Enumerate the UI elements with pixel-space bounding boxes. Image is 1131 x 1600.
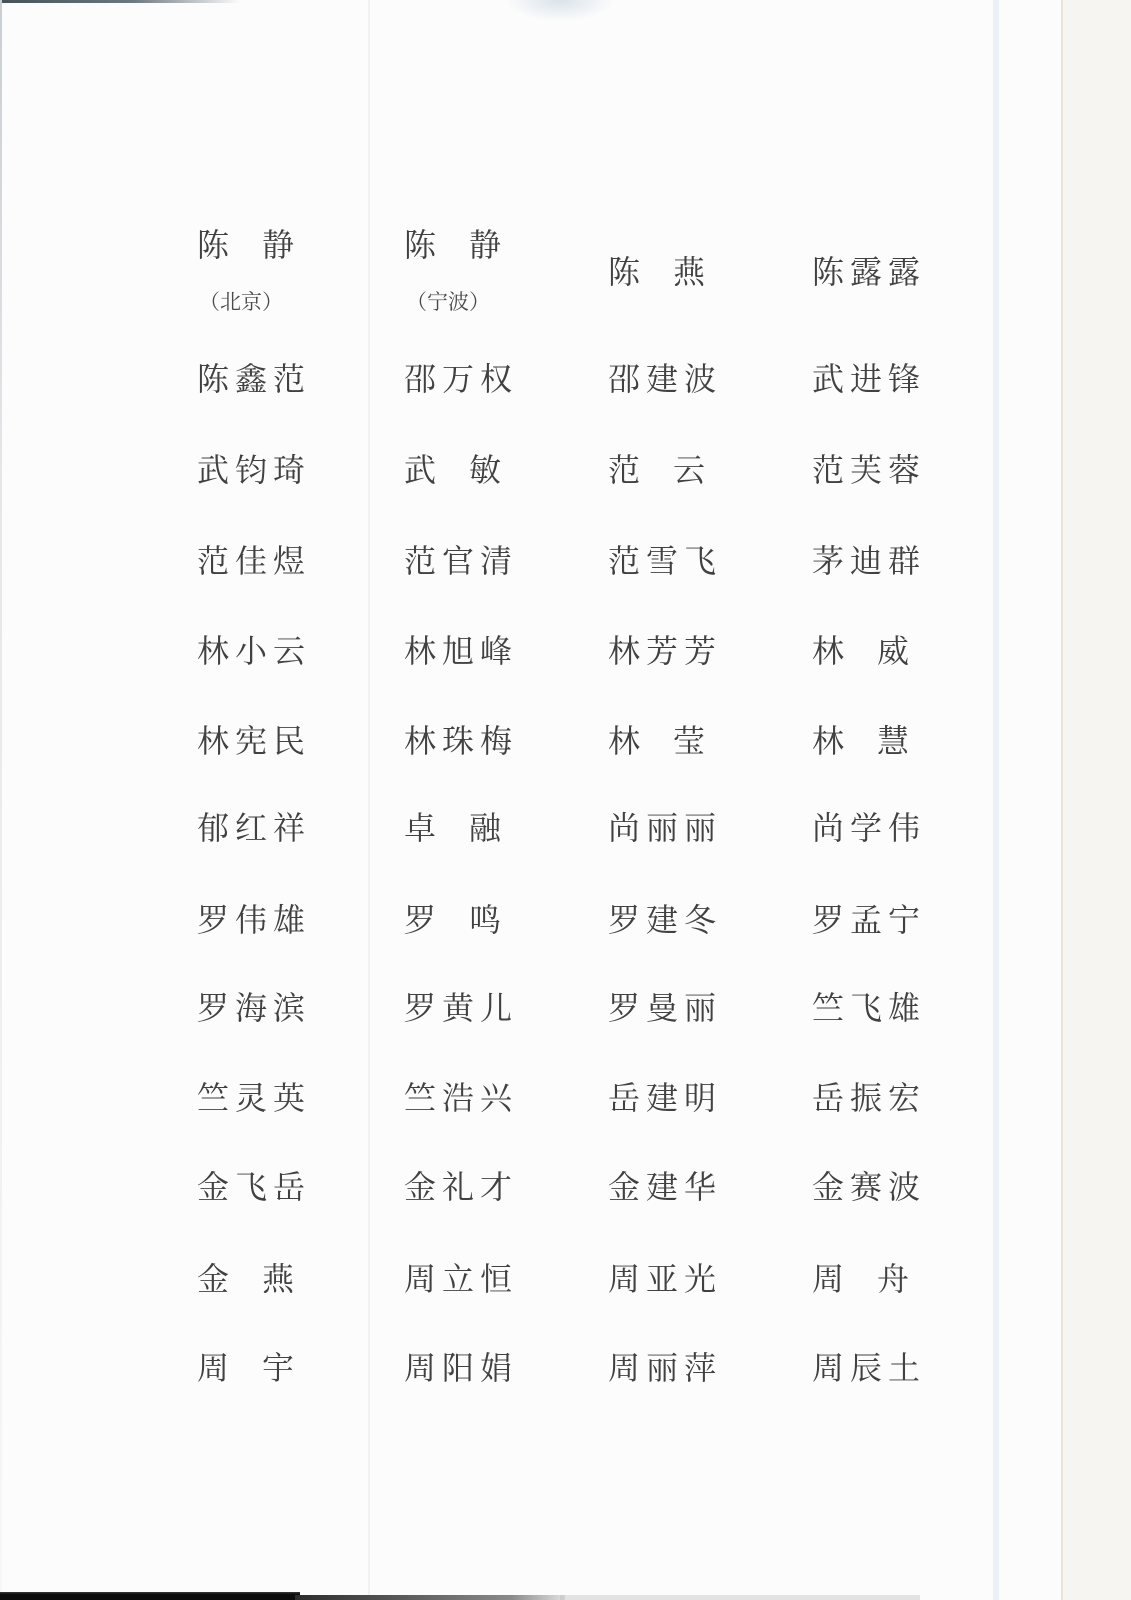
person-name: 陈 静 (197, 227, 294, 263)
person-name: 范 芙 蓉 (812, 452, 920, 488)
person-name: 范 佳 煜 (197, 543, 305, 579)
person-name: 岳 振 宏 (812, 1080, 920, 1116)
person-cell (812, 1351, 920, 1385)
person-name: 金 飞 岳 (197, 1169, 305, 1205)
person-name: 周 舟 (812, 1261, 909, 1297)
person-name: 武 钧 琦 (197, 452, 305, 488)
person-name: 林 宪 民 (197, 723, 305, 759)
person-name: 陈 燕 (608, 254, 705, 290)
person-cell (812, 1170, 920, 1204)
person-cell (404, 903, 501, 937)
person-name: 武 进 锋 (812, 361, 920, 397)
person-cell (608, 634, 716, 668)
person-cell (404, 1081, 512, 1115)
person-name: 周 宇 (197, 1350, 294, 1386)
person-cell (812, 903, 920, 937)
person-cell (197, 544, 305, 578)
person-name: 林 慧 (812, 723, 909, 759)
person-cell (404, 1351, 512, 1385)
person-cell (197, 1081, 305, 1115)
person-name: 金 赛 波 (812, 1169, 920, 1205)
person-name: 范 官 清 (404, 543, 512, 579)
person-cell (812, 1262, 909, 1296)
person-cell (404, 362, 512, 396)
person-name: 范 雪 飞 (608, 543, 716, 579)
person-cell (197, 991, 305, 1025)
person-cell (404, 544, 512, 578)
person-cell (608, 903, 716, 937)
person-cell (197, 228, 294, 313)
person-name: 范 云 (608, 452, 705, 488)
person-origin-note: （北京） (199, 290, 283, 314)
person-cell (608, 724, 705, 758)
person-name: 林 莹 (608, 723, 705, 759)
person-cell (404, 1262, 512, 1296)
person-name: 罗 海 滨 (197, 990, 305, 1026)
person-cell (608, 453, 705, 487)
person-cell (812, 544, 920, 578)
person-cell (812, 724, 909, 758)
person-name: 郁 红 祥 (197, 810, 305, 846)
person-name: 邵 建 波 (608, 361, 716, 397)
person-cell (608, 362, 716, 396)
person-name: 茅 迪 群 (812, 543, 920, 579)
person-name: 罗 建 冬 (608, 902, 716, 938)
person-name: 岳 建 明 (608, 1080, 716, 1116)
person-cell (404, 453, 501, 487)
person-cell (404, 724, 512, 758)
person-name: 林 芳 芳 (608, 633, 716, 669)
person-cell (812, 362, 920, 396)
person-name: 林 威 (812, 633, 909, 669)
person-name: 周 亚 光 (608, 1261, 716, 1297)
person-origin-note: （宁波） (406, 290, 490, 314)
person-cell (812, 634, 909, 668)
person-cell (812, 255, 920, 289)
person-cell (608, 811, 716, 845)
person-cell (608, 1351, 716, 1385)
person-cell (608, 544, 716, 578)
person-cell (197, 1170, 305, 1204)
person-cell (608, 255, 705, 289)
person-cell (404, 991, 512, 1025)
person-name: 陈 露 露 (812, 254, 920, 290)
person-cell (404, 228, 501, 313)
person-cell (608, 1262, 716, 1296)
person-cell (812, 1081, 920, 1115)
person-name: 罗 曼 丽 (608, 990, 716, 1026)
person-cell (404, 811, 501, 845)
person-cell (608, 991, 716, 1025)
person-name: 罗 伟 雄 (197, 902, 305, 938)
person-cell (812, 453, 920, 487)
person-cell (197, 453, 305, 487)
person-name: 卓 融 (404, 810, 501, 846)
person-name: 林 珠 梅 (404, 723, 512, 759)
person-name: 罗 孟 宁 (812, 902, 920, 938)
person-name: 林 小 云 (197, 633, 305, 669)
person-name: 竺 灵 英 (197, 1080, 305, 1116)
person-name: 周 丽 萍 (608, 1350, 716, 1386)
person-name: 金 燕 (197, 1261, 294, 1297)
person-name: 林 旭 峰 (404, 633, 512, 669)
person-name: 罗 黄 儿 (404, 990, 512, 1026)
person-cell (608, 1081, 716, 1115)
person-name: 竺 浩 兴 (404, 1080, 512, 1116)
person-name: 罗 鸣 (404, 902, 501, 938)
person-name: 尚 学 伟 (812, 810, 920, 846)
person-name: 周 阳 娟 (404, 1350, 512, 1386)
person-name: 尚 丽 丽 (608, 810, 716, 846)
person-cell (812, 991, 920, 1025)
person-cell (197, 903, 305, 937)
person-name: 金 礼 才 (404, 1169, 512, 1205)
person-cell (608, 1170, 716, 1204)
person-name: 竺 飞 雄 (812, 990, 920, 1026)
person-name: 陈 静 (404, 227, 501, 263)
person-cell (197, 634, 305, 668)
person-name: 周 辰 土 (812, 1350, 920, 1386)
person-name: 金 建 华 (608, 1169, 716, 1205)
person-cell (404, 1170, 512, 1204)
person-cell (404, 634, 512, 668)
person-cell (812, 811, 920, 845)
person-name: 武 敏 (404, 452, 501, 488)
person-cell (197, 811, 305, 845)
person-name: 陈 鑫 范 (197, 361, 305, 397)
person-cell (197, 724, 305, 758)
person-name: 周 立 恒 (404, 1261, 512, 1297)
person-cell (197, 1262, 294, 1296)
person-cell (197, 362, 305, 396)
person-cell (197, 1351, 294, 1385)
person-name: 邵 万 权 (404, 361, 512, 397)
